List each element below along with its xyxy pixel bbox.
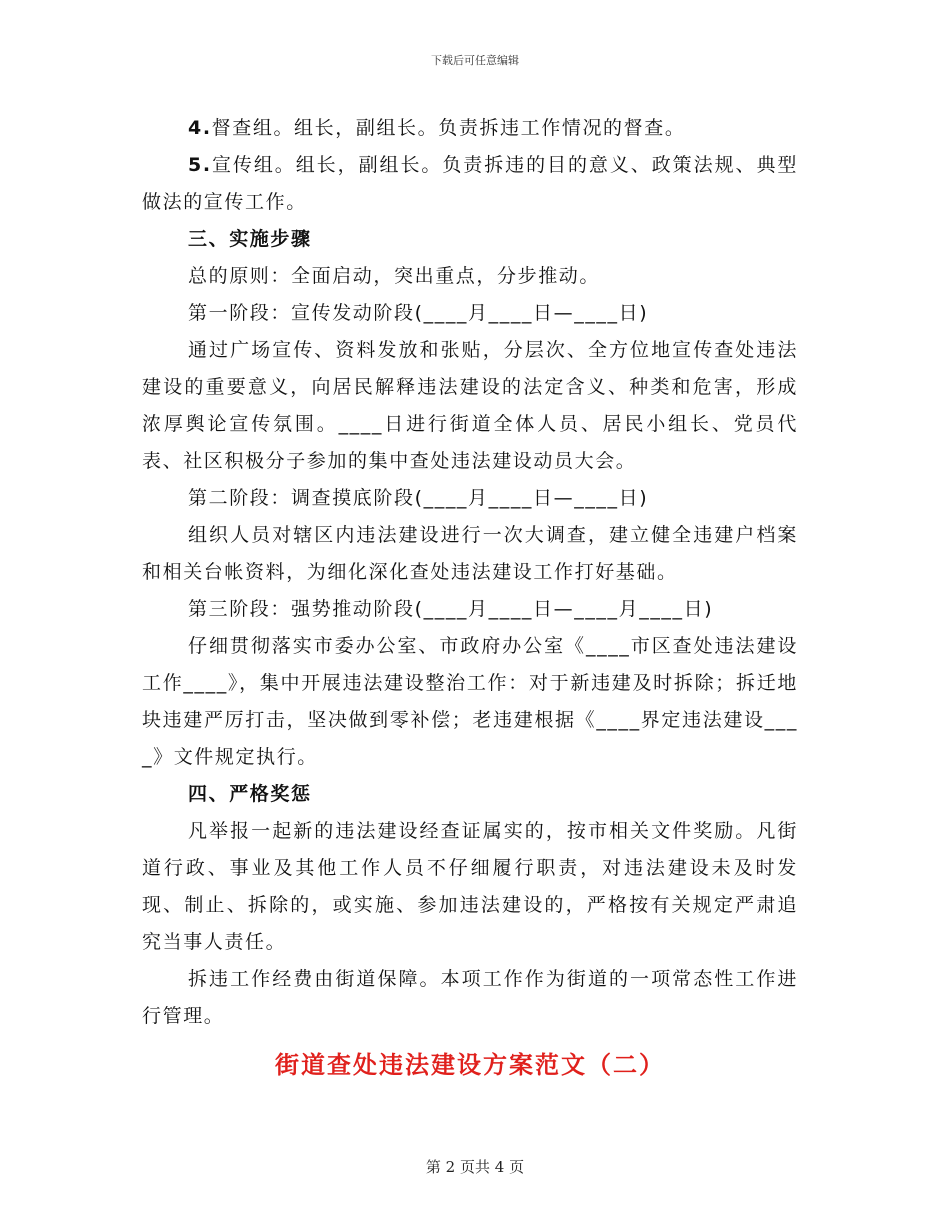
paragraph-stage-three: 第三阶段：强势推动阶段(____月____日—____月____日) xyxy=(188,598,714,620)
paragraph-text: 宣传组。组长，副组长。负责拆违的目的意义、政策法规、典型做法的宣传工作。 xyxy=(142,154,798,213)
page-footer: 第 2 页共 4 页 xyxy=(425,1158,525,1176)
list-number: 4. xyxy=(188,117,212,139)
paragraph-rewards-detail: 凡举报一起新的违法建设经查证属实的，按市相关文件奖励。凡街道行政、事业及其他工作人员不仔细履行职责，对违法建设未及时发现、制止、拆除的，或实施、参加违法建设的，严格按有关规定严肃追究当事人责任。 xyxy=(142,820,798,953)
paragraph-stage-one: 第一阶段：宣传发动阶段(____月____日—____日) xyxy=(188,302,649,324)
section-title: 街道查处违法建设方案范文（二） xyxy=(275,1051,665,1079)
paragraph-supervision-group xyxy=(142,110,798,147)
heading-rewards-penalties: 四、严格奖惩 xyxy=(188,783,312,805)
heading-implementation-steps: 三、实施步骤 xyxy=(188,228,312,250)
paragraph-stage-two: 第二阶段：调查摸底阶段(____月____日—____日) xyxy=(188,487,649,509)
paragraph-general-principle: 总的原则：全面启动，突出重点，分步推动。 xyxy=(188,265,601,287)
document-body xyxy=(142,110,798,1085)
paragraph-stage-three-detail: 仔细贯彻落实市委办公室、市政府办公室《____市区查处违法建设工作____》，集中开展违法建设整治工作：对于新违建及时拆除；拆迁地块违建严厉打击，坚决做到零补偿；老违建根据《____界定违法建设____》文件规定执行。 xyxy=(142,635,798,768)
paragraph-stage-two-detail: 组织人员对辖区内违法建设进行一次大调查，建立健全违建户档案和相关台帐资料，为细化深化查处违法建设工作打好基础。 xyxy=(142,524,798,583)
paragraph-funding: 拆违工作经费由街道保障。本项工作作为街道的一项常态性工作进行管理。 xyxy=(142,968,798,1027)
page-header: 下载后可任意编辑 xyxy=(431,54,519,67)
paragraph-publicity-group xyxy=(142,147,798,221)
paragraph-text: 督查组。组长，副组长。负责拆违工作情况的督查。 xyxy=(211,117,686,139)
paragraph-stage-one-detail: 通过广场宣传、资料发放和张贴，分层次、全方位地宣传查处违法建设的重要意义，向居民解释违法建设的法定含义、种类和危害，形成浓厚舆论宣传氛围。____日进行街道全体人员、居民小组长、党员代表、社区积极分子参加的集中查处违法建设动员大会。 xyxy=(142,339,798,472)
list-number: 5. xyxy=(188,154,212,176)
